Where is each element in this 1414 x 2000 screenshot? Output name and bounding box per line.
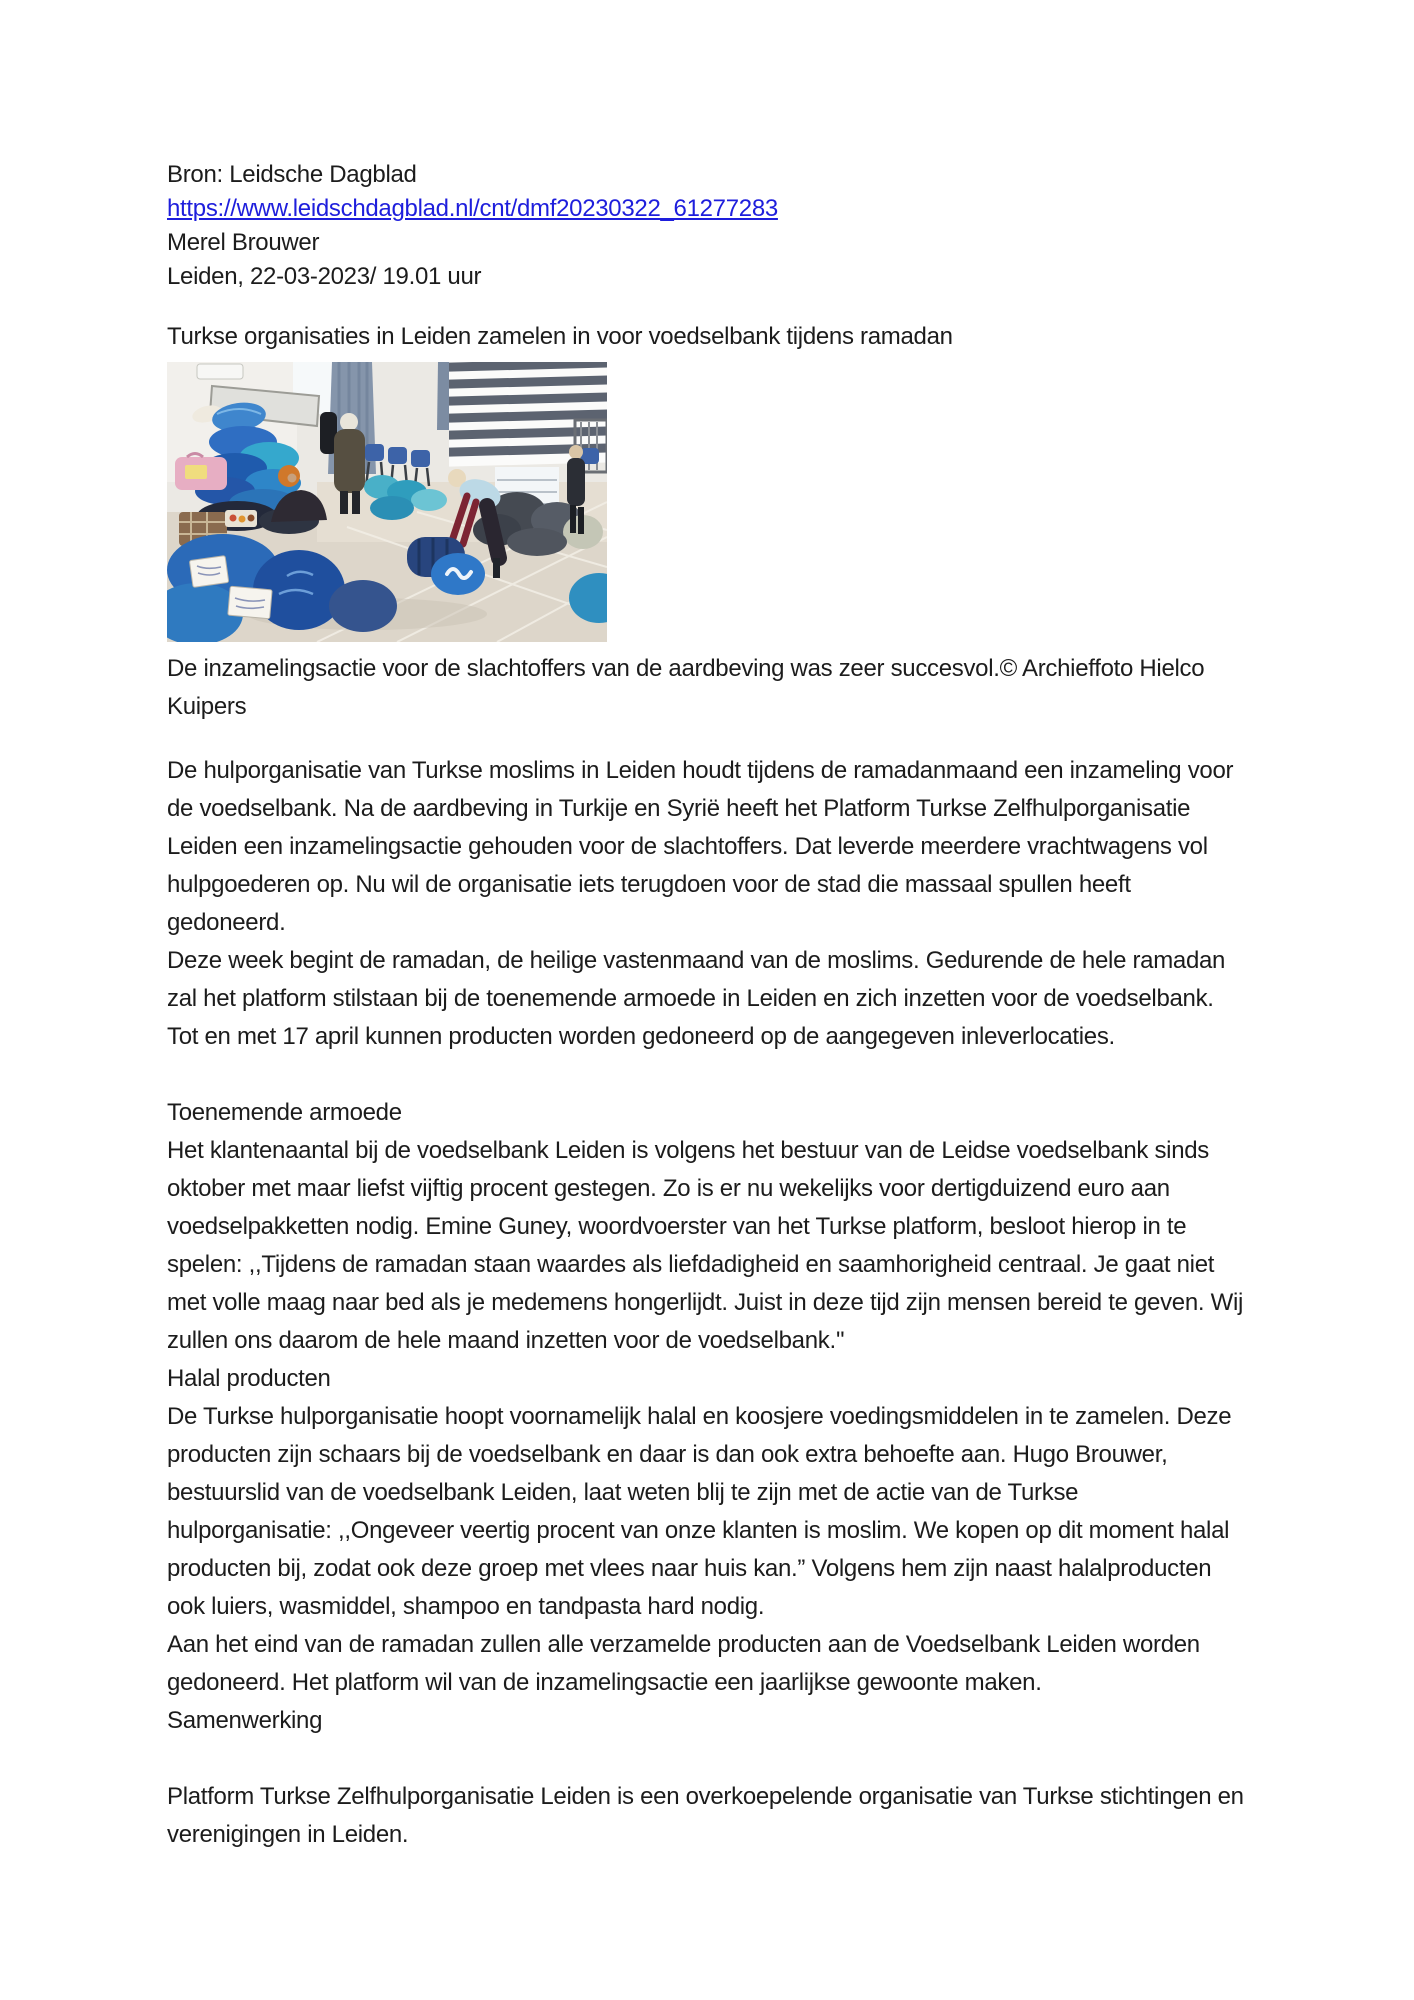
source-line: Bron: Leidsche Dagblad — [167, 161, 417, 188]
section-heading: Halal producten — [167, 1365, 331, 1392]
article-body — [167, 752, 1249, 1854]
article-title: Turkse organisaties in Leiden zamelen in voor voedselbank tijdens ramadan — [167, 323, 953, 350]
photo-logo-bag — [431, 553, 485, 595]
body-paragraph: De hulporganisatie van Turkse moslims in Leiden houdt tijdens de ramadanmaand een inzameling voor de voedselbank. Na de aardbeving in Turkije en Syrië heeft het Platform Turkse Zelfhulporganisatie Leiden een inzamelingsactie gehouden voor de slachtoffers. Dat leverde meerdere vrachtwagens vol hulpgoederen op. Nu wil de organisatie iets terugdoen voor de stad die massaal spullen heeft gedoneerd. — [167, 757, 1234, 936]
article-photo-illustration — [167, 362, 607, 642]
body-paragraph: Deze week begint de ramadan, de heilige vastenmaand van de moslims. Gedurende de hele ramadan zal het platform stilstaan bij de toenemende armoede in Leiden en zich inzetten voor de voedselbank. Tot en met 17 april kunnen producten worden gedoneerd op de aangegeven inleverlocaties. — [167, 947, 1226, 1050]
blank-line — [167, 1740, 1249, 1778]
url-line — [167, 192, 1249, 226]
article-meta — [167, 158, 1249, 294]
section-heading: Toenemende armoede — [167, 1099, 402, 1126]
photo-suitcase — [175, 454, 227, 491]
body-paragraph: Het klantenaantal bij de voedselbank Leiden is volgens het bestuur van de Leidse voedselbank sinds oktober met maar liefst vijftig procent gestegen. Zo is er nu wekelijks voor dertigduizend euro aan voedselpakketten nodig. Emine Guney, woordvoerster van het Turkse platform, besloot hierop in te spelen: ,,Tijdens de ramadan staan waardes als liefdadigheid en saamhorigheid centraal. Je gaat niet met volle maag naar bed als je medemens hongerlijdt. Juist in deze tijd zijn mensen bereid te geven. Wij zullen ons daarom de hele maand inzetten voor de voedselbank.'' — [167, 1137, 1244, 1354]
photo-projector — [197, 364, 243, 379]
article-url-link[interactable]: https://www.leidschdagblad.nl/cnt/dmf20230322_61277283 — [167, 195, 778, 222]
article-photo — [167, 362, 607, 642]
blank-line — [167, 1056, 1249, 1094]
document-content — [167, 158, 1249, 1854]
photo-caption: De inzamelingsactie voor de slachtoffers van de aardbeving was zeer succesvol.© Archieffoto Hielco Kuipers — [167, 655, 1205, 720]
body-paragraph: Aan het eind van de ramadan zullen alle verzamelde producten aan de Voedselbank Leiden worden gedoneerd. Het platform wil van de inzamelingsactie een jaarlijkse gewoonte maken. — [167, 1631, 1200, 1696]
dateline: Leiden, 22-03-2023/ 19.01 uur — [167, 263, 482, 290]
section-heading: Samenwerking — [167, 1707, 323, 1734]
body-paragraph: De Turkse hulporganisatie hoopt voornamelijk halal en koosjere voedingsmiddelen in te zamelen. Deze producten zijn schaars bij de voedselbank en daar is dan ook extra behoefte aan. Hugo Brouwer, bestuurslid van de voedselbank Leiden, laat weten blij te zijn met de actie van de Turkse hulporganisatie: ,,Ongeveer veertig procent van onze klanten is moslim. We kopen op dit moment halal producten bij, zodat ook deze groep met vlees naar huis kan.” Volgens hem zijn naast halalproducten ook luiers, wasmiddel, shampoo en tandpasta hard nodig. — [167, 1403, 1232, 1620]
body-paragraph: Platform Turkse Zelfhulporganisatie Leiden is een overkoepelende organisatie van Turkse stichtingen en verenigingen in Leiden. — [167, 1783, 1244, 1848]
author-line: Merel Brouwer — [167, 229, 320, 256]
photo-food-pack — [225, 510, 257, 527]
